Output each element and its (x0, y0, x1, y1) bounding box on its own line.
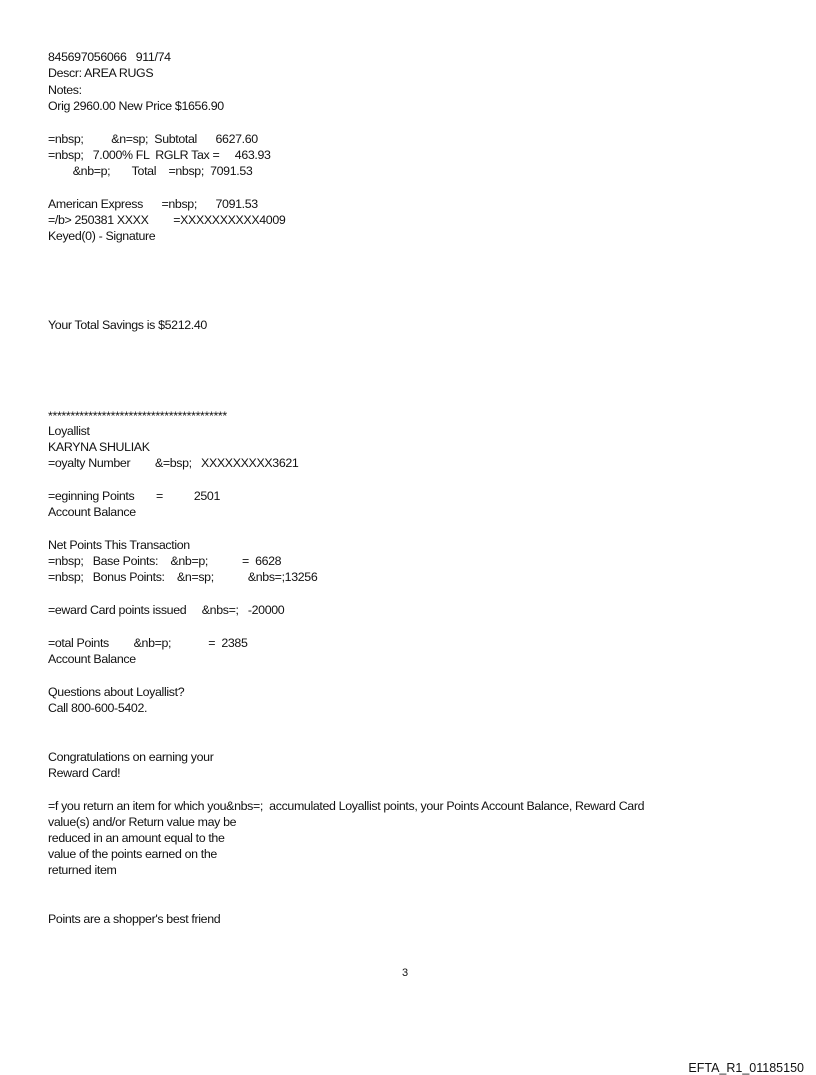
item-description: Descr: AREA RUGS (48, 66, 154, 80)
item-sku-line: 845697056066 911/74 (48, 50, 171, 64)
total-line: &nb=p; Total =nbsp; 7091.53 (48, 164, 253, 178)
payment-method: American Express =nbsp; 7091.53 (48, 197, 258, 211)
document-id: EFTA_R1_01185150 (688, 1061, 804, 1075)
congrats-line: Reward Card! (48, 766, 121, 780)
item-notes: Notes: (48, 83, 82, 97)
total-points-sub: Account Balance (48, 652, 136, 666)
net-points-title: Net Points This Transaction (48, 538, 190, 552)
returns-policy-line: returned item (48, 863, 117, 877)
page-number: 3 (402, 967, 409, 979)
returns-policy-line: reduced in an amount equal to the (48, 831, 225, 845)
loyalty-number: =oyalty Number &=bsp; XXXXXXXXX3621 (48, 456, 299, 470)
loyalty-program: Loyallist (48, 424, 90, 438)
total-points: =otal Points &nb=p; = 2385 (48, 636, 248, 650)
divider: **************************************** (48, 409, 227, 423)
beginning-points-sub: Account Balance (48, 505, 136, 519)
slogan: Points are a shopper's best friend (48, 912, 221, 926)
payment-entry: Keyed(0) - Signature (48, 229, 156, 243)
tax-line: =nbsp; 7.000% FL RGLR Tax = 463.93 (48, 148, 271, 162)
returns-policy-line: value(s) and/or Return value may be (48, 815, 237, 829)
base-points: =nbsp; Base Points: &nb=p; = 6628 (48, 554, 282, 568)
loyalty-phone: Call 800-600-5402. (48, 701, 148, 715)
subtotal-line: =nbsp; &n=sp; Subtotal 6627.60 (48, 132, 258, 146)
loyalty-member: KARYNA SHULIAK (48, 440, 150, 454)
congrats-line: Congratulations on earning your (48, 750, 214, 764)
returns-policy-line: =f you return an item for which you&nbs=; accumulated Loyallist points, your Points Account Balance, Reward Card (48, 799, 645, 813)
item-price: Orig 2960.00 New Price $1656.90 (48, 99, 224, 113)
loyalty-questions: Questions about Loyallist? (48, 685, 185, 699)
reward-points-issued: =eward Card points issued &nbs=; -20000 (48, 603, 285, 617)
total-savings: Your Total Savings is $5212.40 (48, 318, 207, 332)
payment-card: =/b> 250381 XXXX =XXXXXXXXXX4009 (48, 213, 286, 227)
beginning-points: =eginning Points = 2501 (48, 489, 220, 503)
bonus-points: =nbsp; Bonus Points: &n=sp; &nbs=;13256 (48, 570, 318, 584)
returns-policy-line: value of the points earned on the (48, 847, 217, 861)
